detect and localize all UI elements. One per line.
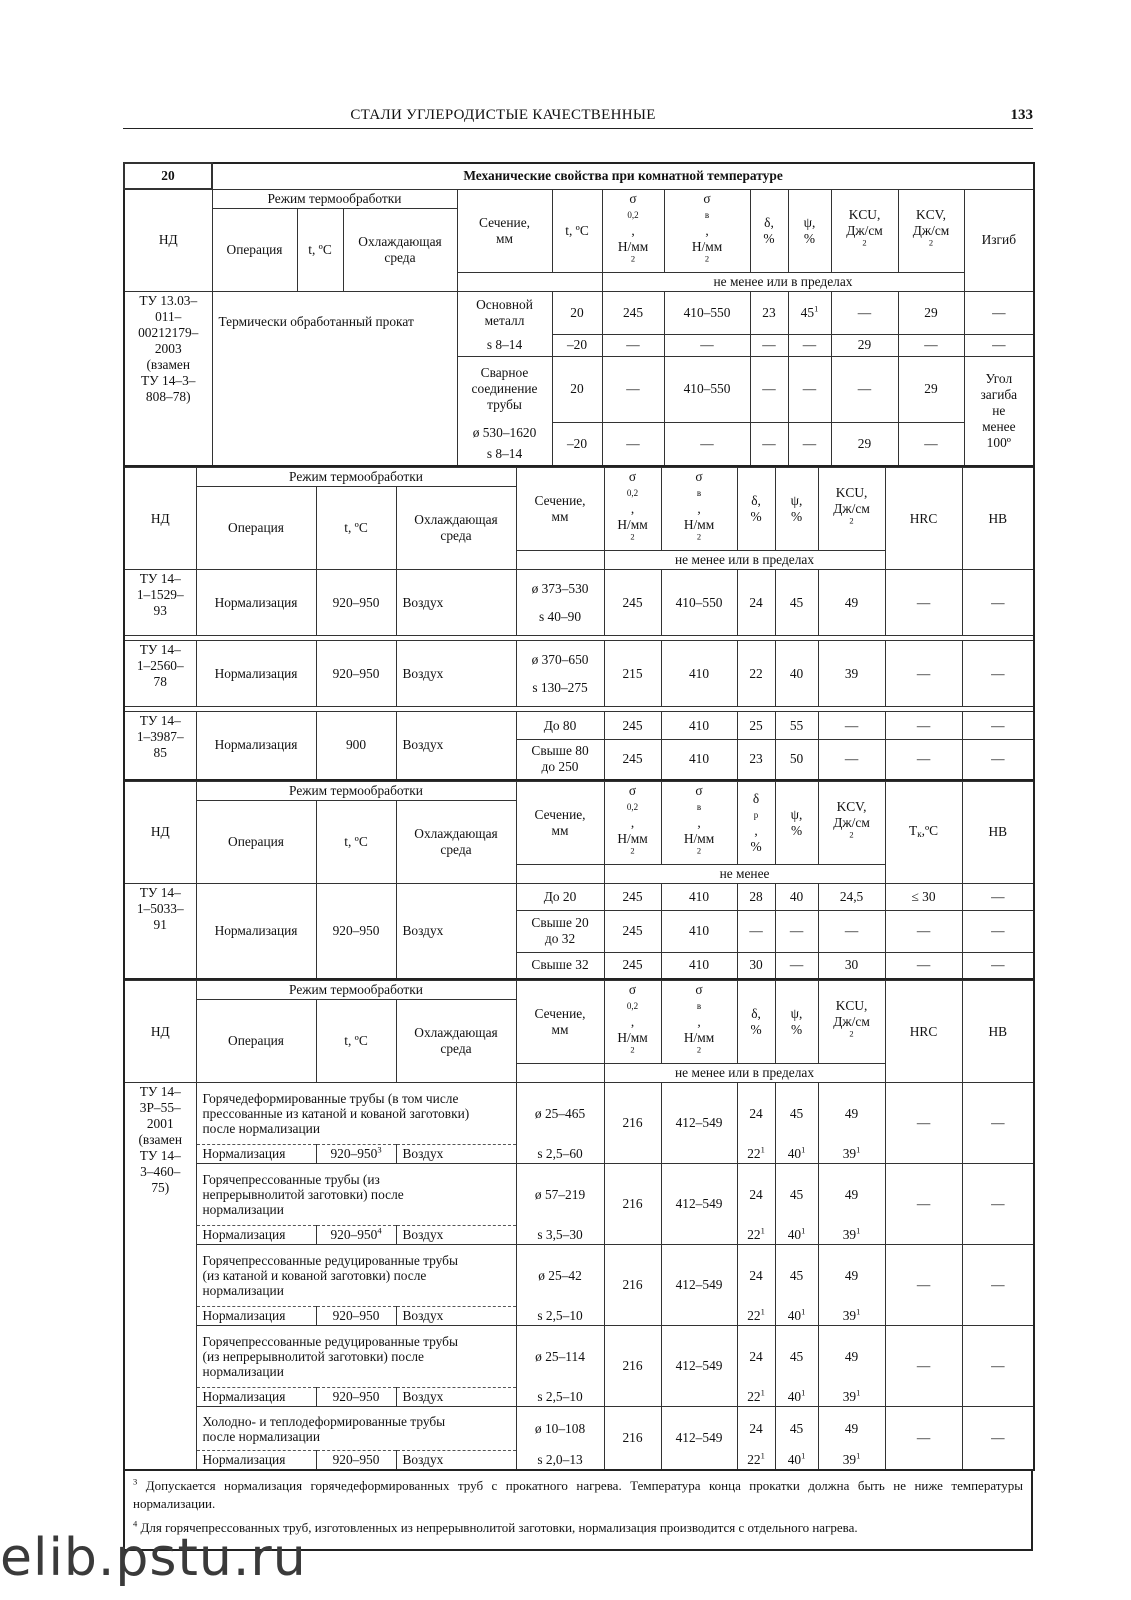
grade-label: 20 <box>124 163 212 189</box>
treatment-description: Горячепрессованные редуцированные трубы (из непрерывнолитой заготовки) после нормализации <box>196 1326 516 1388</box>
table-row: ТУ 14– 1–3987– 85 Нормализация 900 Воздух До 80 245 410 25 55 — — — <box>124 712 1034 740</box>
col-nd: НД <box>124 189 212 291</box>
section: Основной металл <box>457 291 552 334</box>
table-row: ТУ 14– 3Р–55– 2001 (взамен ТУ 14– 3–460– 75) Горячедеформированные трубы (в том числе прессованные из катаной и кованой заготовки) после нормализации ø 25–465 216 412–549 24 45 49 — — <box>124 1083 1034 1145</box>
table-row: Свыше 20 до 32 245 410 — — — — — <box>124 910 1034 952</box>
table-row: Нормализация 920–950 Воздух s 2,5–10 $22^1$ $40^1$ $39^1$ <box>124 1388 1034 1407</box>
block-2: НД Режим термообработки Сечение, мм σ 0,2 , Н/мм $^2$ σ в , Н/мм $^2$ δ, % ψ, % KCU, Дж/см $^2$ HRC HB Операция t, ºC Охлаждающая среда не менее или в пределах ТУ 14– 1–1529– 93 Нормализация 920–950 Воздух ø 373–530 s 40–90 245 410–550 24 45 49 — — ТУ 14– 1–2560– 78 Нормализация 920–950 Воздух ø 370–650 s 130–275 215 410 22 40 39 — — ТУ 14– 1–3987– 85 Нормализация 900 Воздух До 80 245 410 25 55 — — — Свыше 80 до 250 245 410 23 50 — — — <box>123 467 1035 781</box>
properties-table <box>123 162 1033 1551</box>
table-row: Свыше 32 245 410 30 — 30 — — <box>124 952 1034 979</box>
bend-note: Угол загиба не менее 100º <box>964 356 1034 466</box>
table-row: Горячепрессованные редуцированные трубы (из катаной и кованой заготовки) после нормализации ø 25–42 216 412–549 24 45 49 — — <box>124 1245 1034 1307</box>
col-kcv: KCV, Дж/см $^2$ <box>898 189 964 272</box>
nd-value: ТУ 14– 3Р–55– 2001 (взамен ТУ 14– 3–460– 75) <box>124 1083 196 1471</box>
block-4: НД Режим термообработки Сечение, мм σ 0,2 , Н/мм $^2$ σ в , Н/мм $^2$ δ, % ψ, % KCU, Дж/см $^2$ HRC HB Операция t, ºC Охлаждающая среда не менее или в пределах ТУ 14– 3Р–55– 2001 (взамен ТУ 14– 3–460– 75) Горячедеформированные трубы (в том числе прессованные из катаной и кованой заготовки) после нормализации ø 25–465 216 412–549 24 45 49 — — Нормализация $920-950^3$ Воздух s 2,5–60 $22^1$ $40^1$ $39^1$ Горячепрессованные трубы (из непрерывнолитой заготовки) после нормализации ø 57–219 216 412–549 24 45 49 — — Нормализация $920-950^4$ Воздух s 3,5–30 $22^1$ $40^1$ $39^1$ Горячепрессованные редуцированные трубы (из катаной и кованой заготовки) после нормализации ø 25–42 216 412–549 24 45 49 — — Нормализация 920–950 Воздух s 2,5–10 $22^1$ $40^1$ $39^1$ Горячепрессованные редуцированные трубы (из непрерывнолитой заготовки) после нормализации ø 25–114 216 412–549 24 45 49 — — Нормализация 920–950 Воздух s 2,5–10 $22^1$ $40^1$ $39^1$ Холодно- и теплодеформированные трубы после нормализации ø 10–108 216 412–549 24 45 49 — — Нормализация 920–950 Воздух s 2,0–13 $22^1$ $40^1$ $39^1$ <box>123 980 1035 1471</box>
treatment-description: Горячепрессованные редуцированные трубы (из катаной и кованой заготовки) после нормализации <box>196 1245 516 1307</box>
col-izgib: Изгиб <box>964 189 1034 291</box>
block-3: НД Режим термообработки Сечение, мм σ 0,2 , Н/мм $^2$ σ в , Н/мм $^2$ δ р , % ψ, % KCV, Дж/см $^2$ $T_к,ºC$ HB Операция t, ºC Охлаждающая среда не менее ТУ 14– 1–5033– 91 Нормализация 920–950 Воздух До 20 245 410 28 40 24,5 ≤ 30 — Свыше 20 до 32 245 410 — — — — — Свыше 32 245 410 30 — 30 — — <box>123 781 1035 981</box>
table-row: Нормализация 920–950 Воздух s 2,0–13 $22^1$ $40^1$ $39^1$ <box>124 1451 1034 1471</box>
treatment-description: Горячедеформированные трубы (в том числе прессованные из катаной и кованой заготовки) после нормализации <box>196 1083 516 1145</box>
operation-text: Термически обработанный прокат <box>212 291 457 466</box>
table-row: ТУ 14– 1–1529– 93 Нормализация 920–950 Воздух ø 373–530 s 40–90 245 410–550 24 45 49 — — <box>124 570 1034 636</box>
col-sigma02: σ 0,2 , Н/мм $^2$ <box>602 189 664 272</box>
table-row: ТУ 14– 1–2560– 78 Нормализация 920–950 Воздух ø 370–650 s 130–275 215 410 22 40 39 — — <box>124 641 1034 707</box>
col-sechenie: Сечение, мм <box>457 189 552 272</box>
col-sigmav: σ в , Н/мм $^2$ <box>664 189 750 272</box>
col-psi: ψ, % <box>788 189 831 272</box>
col-operation: Операция <box>212 208 297 291</box>
col-t: t, ºC <box>552 189 602 272</box>
running-title: СТАЛИ УГЛЕРОДИСТЫЕ КАЧЕСТВЕННЫЕ <box>350 107 656 123</box>
range-note: не менее или в пределах <box>602 272 964 291</box>
table-row: Нормализация $920-950^3$ Воздух s 2,5–60 $22^1$ $40^1$ $39^1$ <box>124 1145 1034 1164</box>
col-sreda: Охлаждающая среда <box>343 208 457 291</box>
nd-value: ТУ 13.03– 011– 00212179– 2003 (взамен ТУ 14–3– 808–78) <box>124 291 212 466</box>
table-row: Горячепрессованные редуцированные трубы (из непрерывнолитой заготовки) после нормализации ø 25–114 216 412–549 24 45 49 — — <box>124 1326 1034 1388</box>
table-row: Нормализация $920-950^4$ Воздух s 3,5–30 $22^1$ $40^1$ $39^1$ <box>124 1226 1034 1245</box>
page-number: 133 <box>1010 107 1033 123</box>
col-delta: δ, % <box>750 189 788 272</box>
col-kcu: KCU, Дж/см $^2$ <box>831 189 898 272</box>
table-title: Механические свойства при комнатной температуре <box>212 163 1034 189</box>
page-header <box>123 106 1033 129</box>
treatment-description: Горячепрессованные трубы (из непрерывнолитой заготовки) после нормализации <box>196 1164 516 1226</box>
col-rezhim: Режим термообработки <box>212 189 457 208</box>
footnote-4: $^4$ Для горячепрессованных труб, изготовленных из непрерывнолитой заготовки, нормализация производится с отдельного нагрева. <box>133 1518 858 1535</box>
footnote-3: $^3$ Допускается нормализация горячедеформированных труб с прокатного нагрева. Температура конца прокатки должна быть не ниже температуры нормализации. <box>133 1476 1023 1511</box>
table-row: Свыше 80 до 250 245 410 23 50 — — — <box>124 740 1034 780</box>
table-row: Холодно- и теплодеформированные трубы после нормализации ø 10–108 216 412–549 24 45 49 — — <box>124 1407 1034 1451</box>
table-row: Горячепрессованные трубы (из непрерывнолитой заготовки) после нормализации ø 57–219 216 412–549 24 45 49 — — <box>124 1164 1034 1226</box>
watermark: elib.pstu.ru <box>0 1528 307 1588</box>
table-row: ТУ 14– 1–5033– 91 Нормализация 920–950 Воздух До 20 245 410 28 40 24,5 ≤ 30 — <box>124 883 1034 910</box>
block-1: 20 Механические свойства при комнатной температуре НД Режим термообработки Сечение, мм t, ºC σ 0,2 , Н/мм $^2$ σ в , Н/мм $^2$ δ, % ψ, % KCU, Дж/см $^2$ KCV, Дж/см $^2$ Изгиб Операция t, ºC Охлаждающая среда не менее или в пределах ТУ 13.03– 011– 00212179– 2003 (взамен ТУ 14–3– 808–78) Термически обработанный прокат Основной металл 20 245 410–550 23 $45^1$ — 29 — s 8–14 –20 — — — — 29 — — Сварное соединение трубы 20 — 410–550 — — — 29 Угол загиба не менее 100º ø 530–1620 s 8–14 –20 — — — — 29 — <box>123 162 1035 467</box>
treatment-description: Холодно- и теплодеформированные трубы после нормализации <box>196 1407 516 1451</box>
table-row: Нормализация 920–950 Воздух s 2,5–10 $22^1$ $40^1$ $39^1$ <box>124 1307 1034 1326</box>
col-temp: t, ºC <box>297 208 343 291</box>
